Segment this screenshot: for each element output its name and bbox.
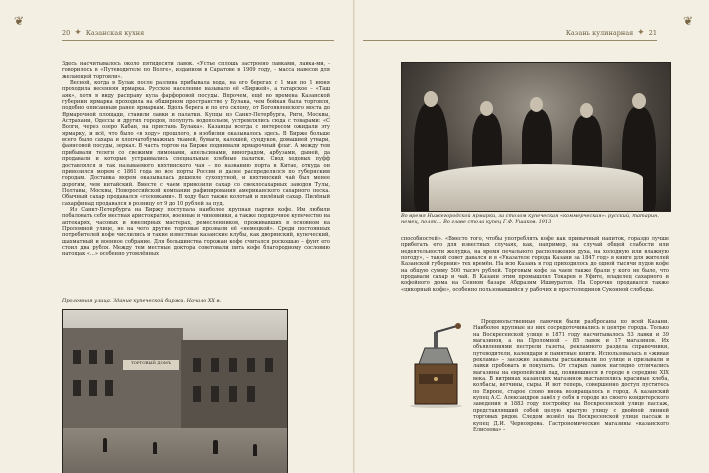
photo-caption-left: Проломная улица. Здание купеческой биржи. Начало XX в. — [62, 298, 222, 304]
paragraph: Весной, когда в Булак после разлива прибывала вода, на его берегах с 1 мая по 1 июня проходила весенняя ярмарка. Русское население называло её «Биржей», а татарское – «Таш аяк», хотя в виду расправу кула фарфоровой посуды. Впрочем, ещё во времена Казанской губернии ярмарка проходила на обширном пространстве у Булака, чем бойкая была торговля, подобно описанным ранее ярмаркам. Вдоль берега и по его склону, от Богоявленского моста до Ярмарочной площади, ставили лавки и палатки. Купцы из Санкт-Петербурга, Риги, Москвы, Астрахани, Одессы и других городов, полупуть водопольем, устремлялись сюда с товарами: «С Волги, через озеро Кабан, на пристань Булака». Казанцы всегда с интересом ожидали эту ярмарку, и всё, что было «в ходу» прошлого, в изобилии оказывалось здесь. В Бирже больше всего было сахара и хлопчатобумажных тканей, бумаги, калошей, сундуков, домашней утвари, фаянсовой посуды, зеркал. В часть торгов на Бирже поднимали ярмарочный флаг. А между тем прибывали телеги со свежими лимонами, апельсинами, виноградом, арбузами, дыней, да продавали и которые устраивались специальные хлебные палатки. Свод ходовых пуфф доставлялся и так называемого кяхтинского чая – по названию порта в Китае, откуда он привозился морем с 1861 года во все порты России и далее распределялся по губернским городам. Доставка морем оказывалась дешевле сухопутной, и кяхтинский чай был менее дорогим, чем китайский. Вместе с чаем привозили сахар со свеклосахарных заводов Тулы, Полтавы, Москвы, Новороссийской компании рафинирования американского сахарного песка. Обычный сахар продавался «головками». В ходу был также колотый и пилёный сахар. Пилёный сахарфинад продавался в розницу от 9 до 10 рублей за пуд. — [62, 80, 330, 207]
page-number: 21 — [648, 29, 657, 37]
running-header-right — [363, 26, 657, 41]
paragraph: Продовольственные лавочки были разбросаны по всей Казани. Наиболее крупные из них сосредоточивались в центре города. Только на Воскресенской улице в 1871 году насчитывалось 53 лавки и 39 магазинов, а на Проломной – 85 лавок и 17 магазинов. Их объявлениями пестрели газеты, рекламного раздела справочники, путеводители, календари и памятные книги. Использовалась в «живая реклама» – заезжие зазывалы расхаживали по улице и призывали в лавки пробовать и покупать. От старых лавок наглядно отличались магазины на европейский лад, появившиеся в городе в середине XIX века. В витринах казанских магазинов выставлялись красивые хлеба, колбасы, ветчины, сыры. И вот теперь, совершенно доступ пуститесь по Европе, старое слово вновь возвращалось в город. А казанский купец А.С. Александров завёл у себя в городе из своего кондитерского заведения в 1883 году постройку на Воскресенской улице пассаж, представлявший собой целую крытую улицу с двойной линией торговых рядов. Следом возвёл на Воскресенской улице пассаж и купец Д.И. Черноярова. Гастрономические магазины «казанского Елисеева» – — [473, 319, 669, 433]
running-head-title: Казанская кухня — [85, 29, 145, 37]
ornament-icon: ✦ — [74, 28, 82, 38]
page-number: 20 — [62, 29, 71, 37]
shop-sign: ТОРГОВЫЙ ДОМЪ — [123, 360, 179, 370]
flourish-ornament-icon: ❦ — [682, 14, 693, 28]
street-photo — [62, 309, 288, 473]
left-page — [0, 0, 354, 473]
right-body-text-top — [401, 236, 669, 293]
left-body-text — [62, 61, 330, 258]
photo-caption-right: Во время Нижегородской ярмарки, за столом купеческая «коммерческая»: русский, татарин, немец, поляк... Во главе стола купец Г.Ф. Ушаков. 1913 — [401, 213, 659, 225]
paragraph: Из Санкт-Петербурга на Биржу поступала наиболее крупная партия кофе. Им любили побаловать себя местная аристократия, военные и чиновники, а также порядочное купечество на аптекарях, часовых и ювелирных мастерах, ремесленников, проживавших в основном на Проломной улице, не на чего другие торговые прозвали её «немецкой». Среди постоянных потребителей кофе числились и такие известные казанские клубы, как дворянский, купеческий, шахматный и военное собрание. Для большинства горожан кофе считался роскошью – фунт его стоил два рубля. Между тем местные доктора советовали пить кофе благородному сословию натощак «...» особенно утомлённых — [62, 206, 330, 258]
coffee-grinder-icon — [405, 318, 467, 408]
ornament-icon: ✦ — [637, 28, 645, 38]
merchants-dinner-photo — [401, 62, 671, 212]
running-head-title: Казань кулинарная — [565, 29, 634, 37]
paragraph: способностей». «Вместо того, чтобы употреблять кофе как привычный напиток, гораздо лучше прибегать его для известных случаях, как, например, на случай общей слабости или недеятельности желудка, на время печального расположения духа, на холодную или влажную погоду», – такой совет давался и в «Указателе города Казани за 1847 год» в книге для жителей Казанской губернии» тех времён. На всю Казань в год приходилось до одной тысячи пудов кофе на общую сумму 500 тысяч рублей. Торговым кофе за чаем также брали у кого не было, что продавали сахар и чай. В Казани этим промышлял Токарев в Уфите, владелец сахарного и кофейного дома на Сенном базаре Абдразим Ишмуратов. На Сорочке продавался также «цикорный кофе», особенно пользовавшийся у рабочих и простолюдинов Суконной слободы. — [401, 236, 669, 293]
right-body-text-bottom — [473, 319, 669, 433]
running-header-left — [62, 26, 334, 41]
flourish-ornament-icon: ❦ — [14, 14, 25, 28]
right-page — [355, 0, 709, 473]
paragraph: Здесь насчитывалось около пятидесяти лавок. «Устье сплошь застроено лавками, лавка-ми, - говорилось в «Путеводителе по Волге», изданном в Саратове в 1909 году, - масса навесов для желающей торговли». — [62, 61, 330, 80]
